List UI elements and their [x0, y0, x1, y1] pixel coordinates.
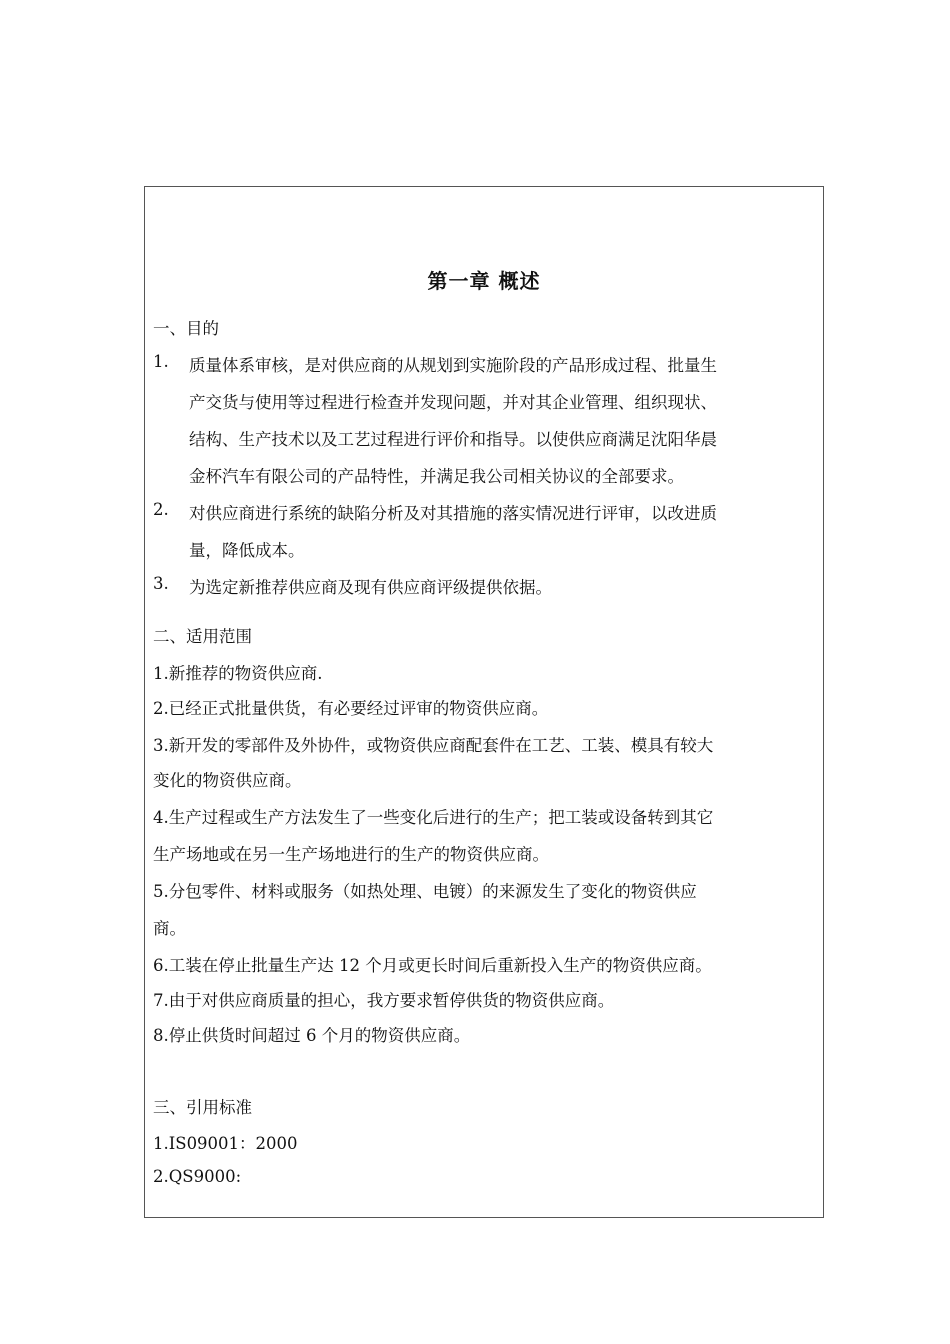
section-heading-standards: 三、引用标准 [153, 1098, 252, 1117]
scope-line: 2.已经正式批量供货，有必要经过评审的物资供应商。 [153, 699, 549, 718]
item-text-line: 金杯汽车有限公司的产品特性，并满足我公司相关协议的全部要求。 [189, 467, 684, 486]
item-number: 1. [153, 352, 169, 371]
scope-line: 商。 [153, 919, 186, 938]
scope-line: 3.新开发的零部件及外协件，或物资供应商配套件在工艺、工装、模具有较大 [153, 736, 714, 755]
item-text-line: 质量体系审核，是对供应商的从规划到实施阶段的产品形成过程、批量生 [189, 356, 717, 375]
item-number: 2. [153, 500, 169, 519]
item-text-line: 为选定新推荐供应商及现有供应商评级提供依据。 [189, 578, 552, 597]
section-heading-scope: 二、适用范围 [153, 627, 252, 646]
scope-line: 变化的物资供应商。 [153, 771, 302, 790]
item-text-line: 结构、生产技术以及工艺过程进行评价和指导。以使供应商满足沈阳华晨 [189, 430, 717, 449]
item-text-line: 对供应商进行系统的缺陷分析及对其措施的落实情况进行评审，以改进质 [189, 504, 717, 523]
item-text-line: 量，降低成本。 [189, 541, 305, 560]
standard-line: 2.QS9000: [153, 1167, 242, 1186]
scope-line: 4.生产过程或生产方法发生了一些变化后进行的生产；把工装或设备转到其它 [153, 808, 714, 827]
scope-line: 5.分包零件、材料或服务（如热处理、电镀）的来源发生了变化的物资供应 [153, 882, 697, 901]
scope-line: 7.由于对供应商质量的担心，我方要求暂停供货的物资供应商。 [153, 991, 615, 1010]
scope-line: 生产场地或在另一生产场地进行的生产的物资供应商。 [153, 845, 549, 864]
document-frame [144, 186, 824, 1218]
item-text-line: 产交货与使用等过程进行检查并发现问题，并对其企业管理、组织现状、 [189, 393, 717, 412]
scope-line: 8.停止供货时间超过 6 个月的物资供应商。 [153, 1026, 471, 1045]
chapter-title: 第一章 概述 [427, 269, 541, 293]
scope-line: 1.新推荐的物资供应商. [153, 664, 323, 683]
section-heading-purpose: 一、目的 [153, 319, 219, 338]
standard-line: 1.IS09001：2000 [153, 1134, 298, 1153]
item-number: 3. [153, 574, 169, 593]
scope-line: 6.工装在停止批量生产达 12 个月或更长时间后重新投入生产的物资供应商。 [153, 956, 712, 975]
